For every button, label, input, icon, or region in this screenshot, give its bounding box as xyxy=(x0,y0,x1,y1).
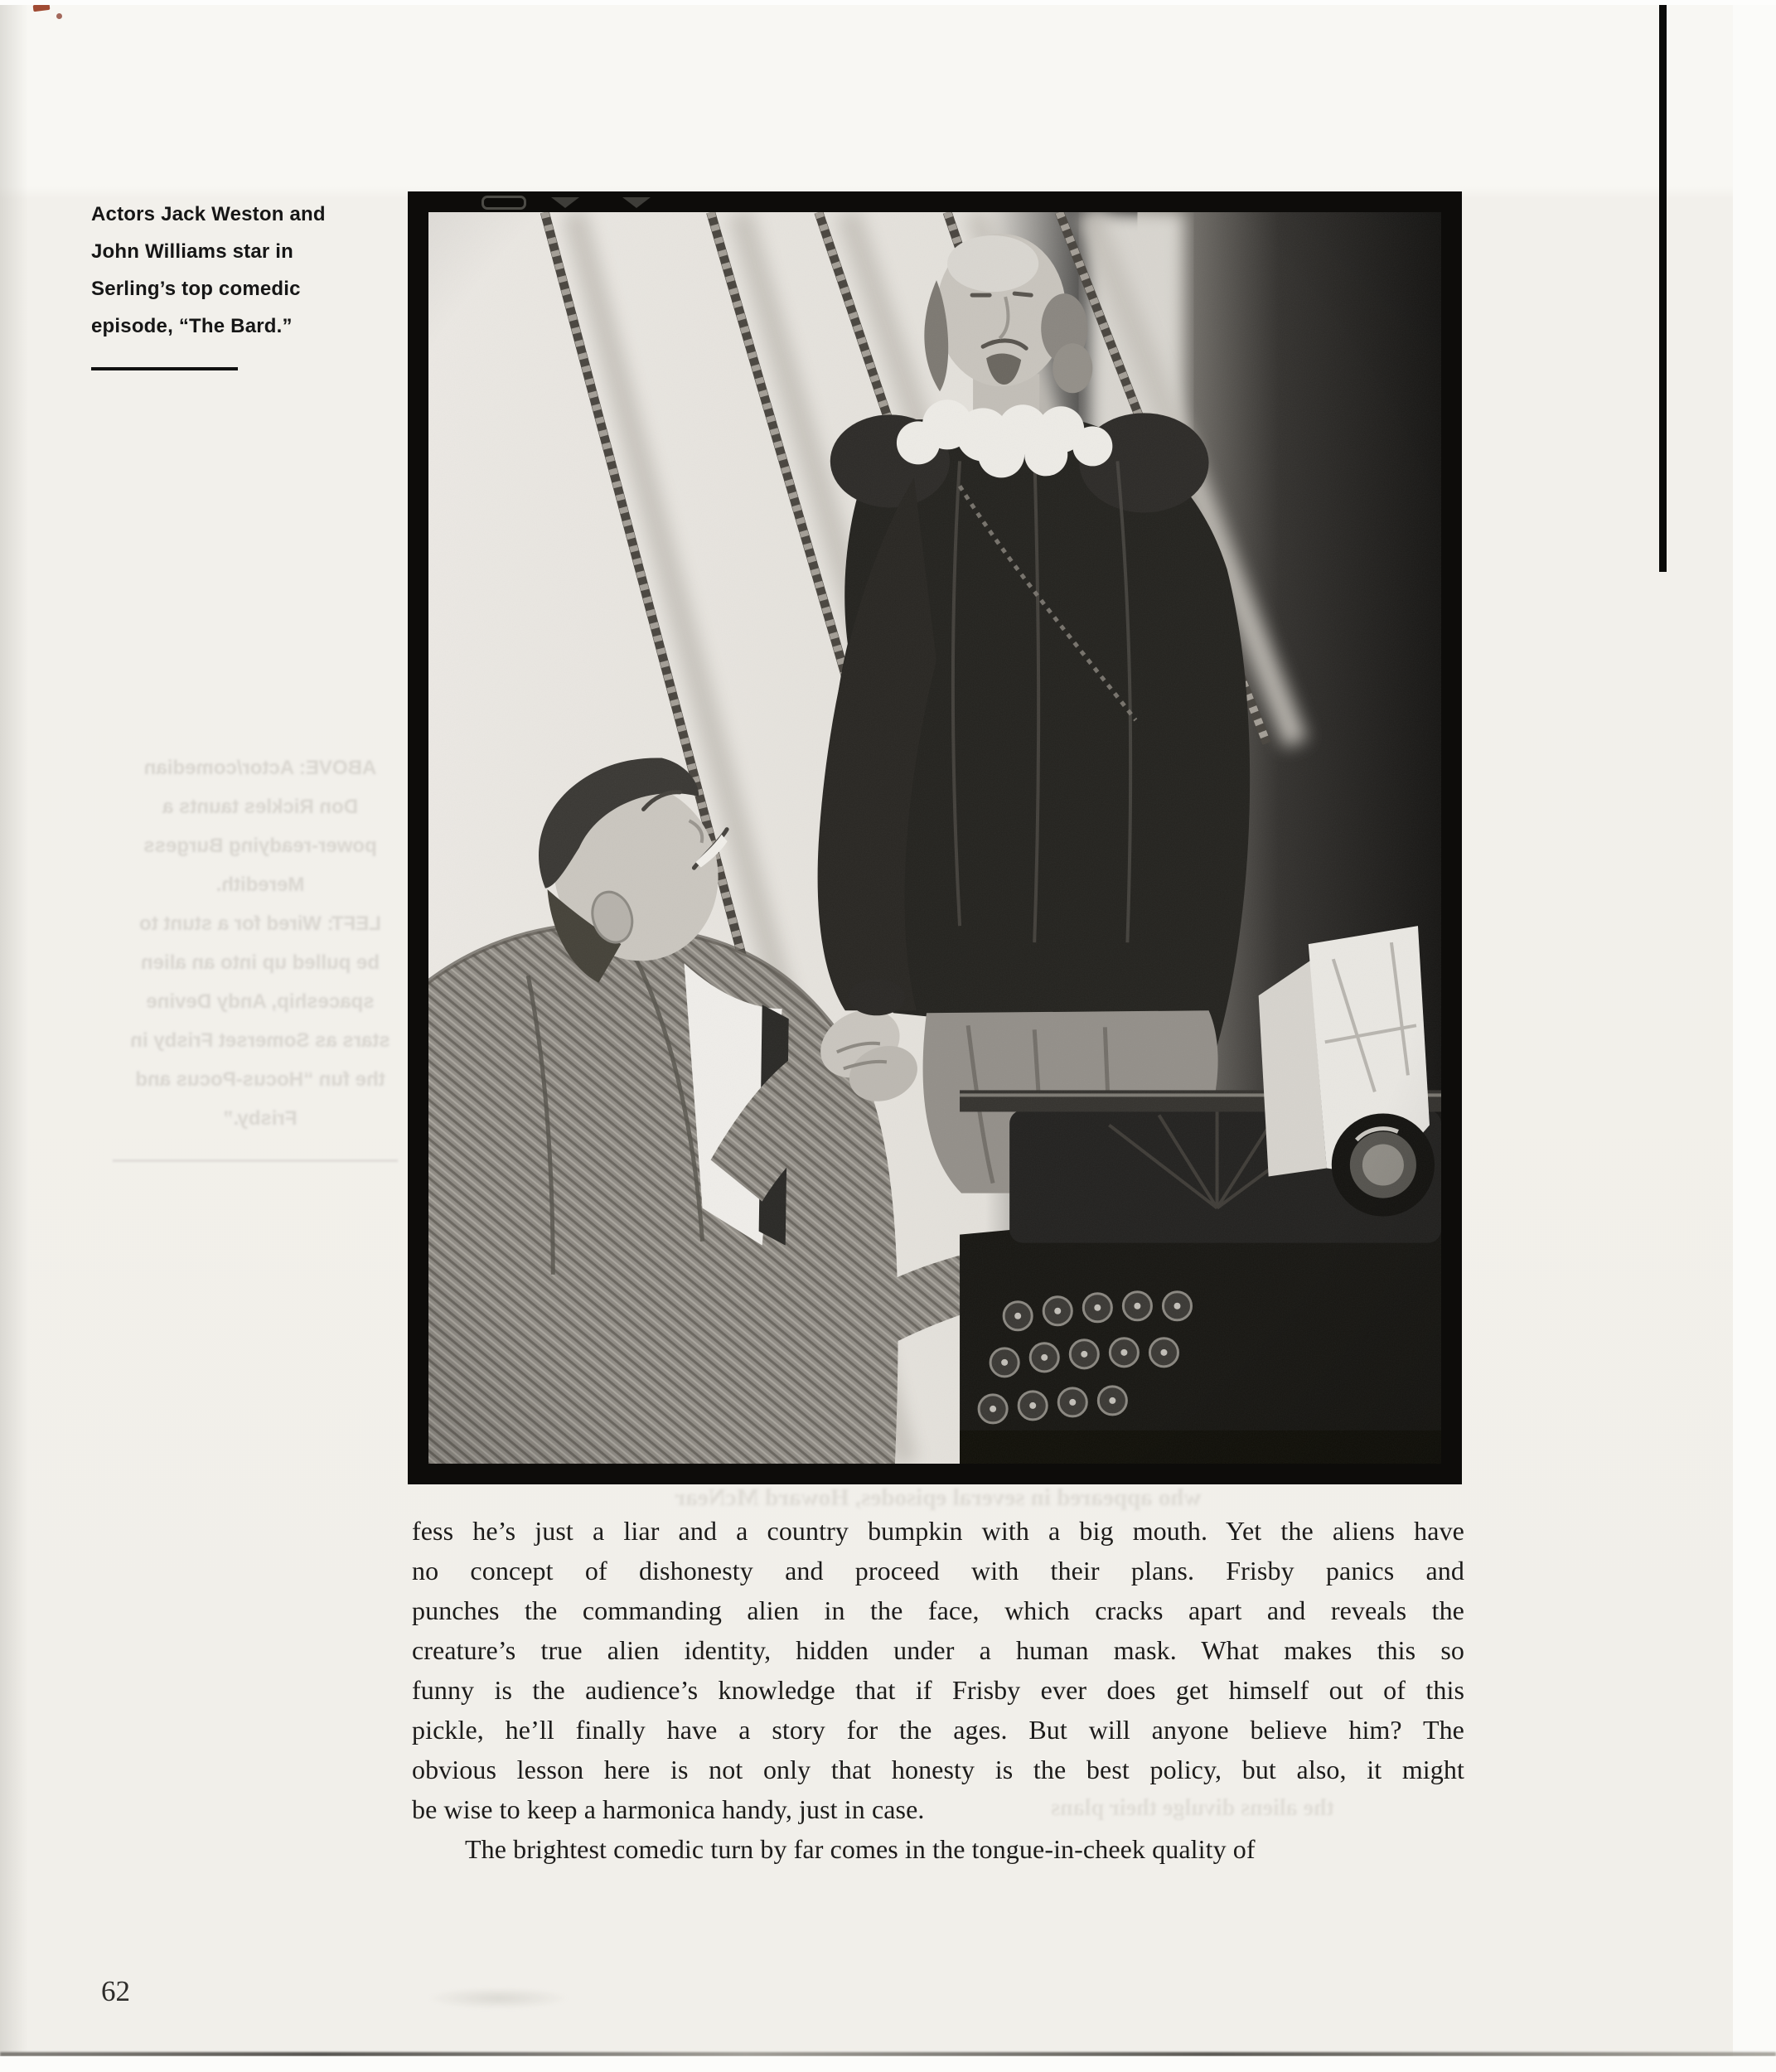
bleedthrough-caption-line: LEFT: Wired for a stunt to xyxy=(139,913,381,935)
photo xyxy=(408,191,1462,1484)
bleedthrough-caption-line: stars as Somerset Frisby in xyxy=(130,1029,390,1052)
body-line: be wise to keep a harmonica handy, just in case. xyxy=(412,1794,925,1824)
body-line: The brightest comedic turn by far comes in the tongue-in-cheek quality of xyxy=(465,1834,1256,1864)
photo-caption xyxy=(91,196,326,370)
body-line: fess he’s just a liar and a country bumpkin with a big mouth. Yet the aliens have xyxy=(412,1516,1464,1546)
bleedthrough-caption-line: the fun “Hocus-Pocus and xyxy=(135,1068,385,1091)
frame-tab-mark xyxy=(482,196,526,210)
caption-line: Actors Jack Weston and xyxy=(91,203,326,225)
bleedthrough-caption-line: be pulled up into an alien xyxy=(141,951,380,974)
scan-bottom-margin xyxy=(0,2056,1776,2072)
scan-edge-line xyxy=(1659,0,1667,572)
caption-line: episode, “The Bard.” xyxy=(91,315,293,337)
bleedthrough-fragment: the aliens divulge their plans xyxy=(1051,1795,1334,1821)
photo-illustration xyxy=(428,212,1441,1464)
body-line: funny is the audience’s knowledge that if Frisby ever does get himself out of this xyxy=(412,1675,1464,1705)
caption-rule xyxy=(91,367,238,370)
bleedthrough-smudge xyxy=(428,1987,569,2009)
bleedthrough-caption-line: spaceship, Andy Devine xyxy=(146,990,375,1013)
bleedthrough-caption-line: Meredith. xyxy=(215,874,305,896)
bleedthrough-caption-line: ABOVE: Actor/comedian xyxy=(143,757,377,779)
scan-speck xyxy=(56,13,62,19)
bleedthrough-caption-line: Don Rickles taunts a xyxy=(162,796,359,818)
bleedthrough-line: who appeared in several episodes, Howard McNear xyxy=(675,1484,1202,1511)
bleedthrough-caption-line: power-readying Burgess xyxy=(143,835,377,857)
caption-line: John Williams star in xyxy=(91,240,294,263)
caption-line: Serling’s top comedic xyxy=(91,278,301,300)
frame-notch-mark xyxy=(622,197,651,208)
bleedthrough-caption-line: Frisby.” xyxy=(223,1107,298,1130)
body-line: obvious lesson here is not only that honesty is the best policy, but also, it might xyxy=(412,1755,1464,1784)
body-line: no concept of dishonesty and proceed with their plans. Frisby panics and xyxy=(412,1556,1464,1585)
body-line: punches the commanding alien in the face, which cracks apart and reveals the xyxy=(412,1595,1464,1625)
scan-margin xyxy=(1733,0,1776,2072)
bleedthrough-caption xyxy=(98,748,423,1138)
scan-top-edge xyxy=(0,0,1776,5)
frame-notch-mark xyxy=(551,197,579,208)
body-line: pickle, he’ll finally have a story for the ages. But will anyone believe him? The xyxy=(412,1715,1464,1745)
bleedthrough-rule xyxy=(113,1159,398,1162)
body-line: creature’s true alien identity, hidden under a human mask. What makes this so xyxy=(412,1635,1464,1665)
page-number: 62 xyxy=(101,1975,130,2007)
